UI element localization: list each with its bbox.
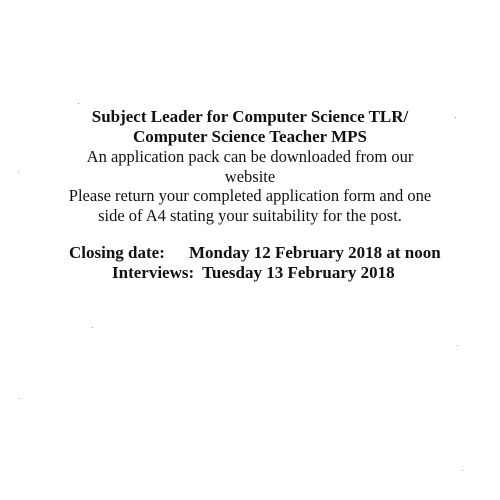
application-pack-line-1: An application pack can be downloaded from our: [86, 147, 414, 166]
scan-speck: [455, 117, 456, 118]
job-title-line-2: Computer Science Teacher MPS: [132, 127, 368, 146]
closing-date-label: Closing date:: [69, 243, 165, 262]
scan-speck: [19, 398, 20, 399]
scan-speck: [462, 470, 463, 471]
scan-speck: [18, 172, 19, 173]
return-instructions-line-1: Please return your completed application form and one: [68, 186, 432, 205]
scan-speck: [457, 345, 458, 346]
interviews-label: Interviews:: [112, 263, 195, 282]
scan-speck: [92, 327, 93, 328]
job-title-line-1: Subject Leader for Computer Science TLR/: [91, 107, 409, 126]
interviews-value: Tuesday 13 February 2018: [202, 263, 395, 282]
return-instructions-line-2: side of A4 stating your suitability for the post.: [98, 206, 402, 225]
interviews-row: [112, 263, 395, 283]
application-pack-line-2: website: [224, 167, 276, 186]
closing-date-row: [69, 243, 441, 263]
closing-date-value: Monday 12 February 2018 at noon: [189, 243, 441, 262]
scan-speck: [78, 103, 79, 104]
